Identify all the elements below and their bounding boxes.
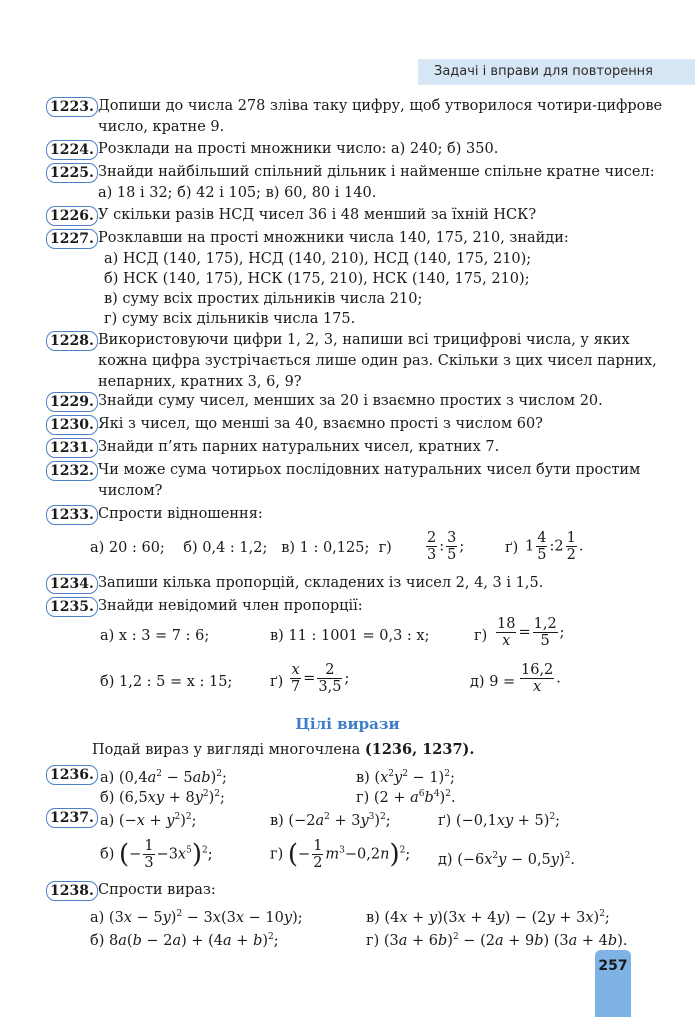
expr-1237-f: д) $(-6x^2y - 0,5y)^2$. [438, 851, 576, 868]
ratio-d: $\frac{2}{3}$ : $\frac{3}{5}$ ; [427, 530, 465, 563]
ratio-b: б) 0,4 : 1,2; [183, 540, 268, 556]
expr-1236-d: г) $(2 + a^6b^4)^2$. [356, 789, 456, 806]
expr-1236-a: а) $(0,4a^2 - 5ab)^2$; [100, 769, 227, 786]
prop-f: $\frac{16,2}{x}$ . [521, 662, 561, 695]
problem-number: 1227. [46, 229, 98, 249]
problem-number: 1232. [46, 461, 98, 481]
problem-number: 1226. [46, 206, 98, 226]
problem-1233 [46, 504, 665, 525]
problem-1224 [46, 139, 665, 160]
section-title: Цілі вирази [295, 715, 400, 733]
prop-f-label: д) 9 = [470, 674, 516, 690]
expr-1237-d: г) (− $\frac{1}{2}$ $m^3-0,2n)^2$; [270, 838, 411, 871]
expr-1238-c: в) $(4x + y)(3x + 4y) - (2y + 3x)^2$; [366, 909, 610, 926]
problem-number: 1228. [46, 331, 98, 351]
problem-text: Спрости відношення: [98, 506, 263, 522]
problem-text: Запиши кілька пропорцій, складених із чисел 2, 4, 3 і 1,5. [98, 575, 544, 591]
subitem: г) суму всіх дільників числа 175. [104, 311, 356, 327]
problem-number: 1231. [46, 438, 98, 458]
subitem: а) НСД (140, 175), НСД (140, 210), НСД (140, 175, 210); [104, 251, 532, 267]
prop-b: в) 11 : 1001 = 0,3 : x; [270, 628, 430, 644]
prop-a: а) x : 3 = 7 : 6; [100, 628, 210, 644]
ratio-a: а) 20 : 60; [90, 540, 165, 556]
problem-number: 1230. [46, 415, 98, 435]
problem-number: 1229. [46, 392, 98, 412]
intro-bold: (1236, 1237). [364, 741, 475, 758]
problem-1228 [46, 330, 665, 393]
problem-number: 1233. [46, 505, 98, 525]
problem-number: 1223. [46, 97, 98, 117]
problem-text: Знайди найбільший спільний дільник і найменше спільне кратне чисел: а) 18 і 32; б) 42 і 105; в) 60, 80 і 140. [98, 164, 655, 201]
subitem: в) суму всіх простих дільників числа 210; [104, 291, 423, 307]
intro-text: Подай вираз у вигляді многочлена [92, 742, 365, 758]
expr-1237-e: ґ) $(-0,1xy + 5)^2$; [438, 812, 561, 829]
page-number: 257 [598, 958, 628, 974]
prop-c-label: г) [474, 628, 488, 644]
prop-c: $\frac{18}{x}$ = $\frac{1,2}{5}$ ; [497, 616, 565, 649]
prop-d: б) 1,2 : 5 = x : 15; [100, 674, 233, 690]
expr-1238-a: а) $(3x - 5y)^2 - 3x(3x - 10y)$; [90, 909, 303, 926]
problem-1227 [46, 228, 665, 329]
problem-text: Розклавши на прості множники числа 140, 175, 210, знайди: [98, 230, 569, 246]
ratio-c: в) 1 : 0,125; [281, 540, 370, 556]
problem-text: Допиши до числа 278 зліва таку цифру, щоб утворилося чотири-цифрове число, кратне 9. [98, 98, 663, 135]
expr-1236-b: б) $(6,5xy + 8y^2)^2$; [100, 789, 225, 806]
problem-number: 1236. [46, 765, 98, 785]
problem-text: Знайди п’ять парних натуральних чисел, кратних 7. [98, 439, 500, 455]
problem-1235 [46, 596, 665, 617]
subitem: б) НСК (140, 175), НСК (175, 210), НСК (140, 175, 210); [104, 271, 530, 287]
prop-e-label: ґ) [270, 674, 284, 690]
ratio-e-label: ґ) [505, 540, 519, 556]
problem-number: 1237. [46, 808, 98, 828]
expr-1237-a: а) $(-x + y^2)^2$; [100, 812, 197, 829]
problem-number: 1224. [46, 140, 98, 160]
intro-line [92, 740, 474, 760]
problem-1223 [46, 96, 665, 138]
problem-text: Знайди невідомий член пропорції: [98, 598, 363, 614]
ratio-row [90, 538, 392, 558]
problem-number: 1235. [46, 597, 98, 617]
section-header: Задачі і вправи для повторення [418, 59, 695, 85]
problem-number: 1238. [46, 881, 98, 901]
problem-text: Розклади на прості множники число: а) 240; б) 350. [98, 141, 499, 157]
problem-text: Знайди суму чисел, менших за 20 і взаємно простих з числом 20. [98, 393, 603, 409]
problem-1226 [46, 205, 665, 226]
problem-1225 [46, 162, 665, 204]
problem-text: Використовуючи цифри 1, 2, 3, напиши всі трицифрові числа, у яких кожна цифра зустрічається лише один раз. Скільки з цих чисел парних, непарних, кратних 3, 6, 9? [98, 332, 657, 390]
problem-text: У скільки разів НСД чисел 36 і 48 менший за їхній НСК? [98, 207, 537, 223]
problem-1231 [46, 437, 665, 458]
problem-1229 [46, 391, 665, 412]
ratio-d-label: г) [378, 540, 392, 556]
problem-text: Чи може сума чотирьох послідовних натуральних чисел бути простим числом? [98, 462, 641, 499]
problem-1238 [46, 880, 665, 901]
problem-number: 1234. [46, 574, 98, 594]
expr-1237-b: б) (− $\frac{1}{3}$ $-3x^5)^2$; [100, 838, 213, 871]
expr-1238-b: б) $8a(b - 2a) + (4a + b)^2$; [90, 932, 279, 949]
problem-1232 [46, 460, 665, 502]
ratio-e: 1 $\frac{4}{5}$ :2 $\frac{1}{2}$ . [525, 530, 584, 563]
expr-1238-d: г) $(3a + 6b)^2 - (2a + 9b)$ (3a + 4b). [366, 932, 628, 949]
prop-e: $\frac{x}{7}$ = $\frac{2}{3,5}$ ; [291, 662, 350, 695]
problem-text: Які з чисел, що менші за 40, взаємно прості з числом 60? [98, 416, 543, 432]
expr-1237-c: в) $(-2a^2 + 3y^3)^2$; [270, 812, 391, 829]
problem-number: 1225. [46, 163, 98, 183]
problem-1234 [46, 573, 665, 594]
problem-text: Спрости вираз: [98, 882, 216, 898]
problem-1230 [46, 414, 665, 435]
expr-1236-c: в) $(x^2y^2 - 1)^2$; [356, 769, 455, 786]
